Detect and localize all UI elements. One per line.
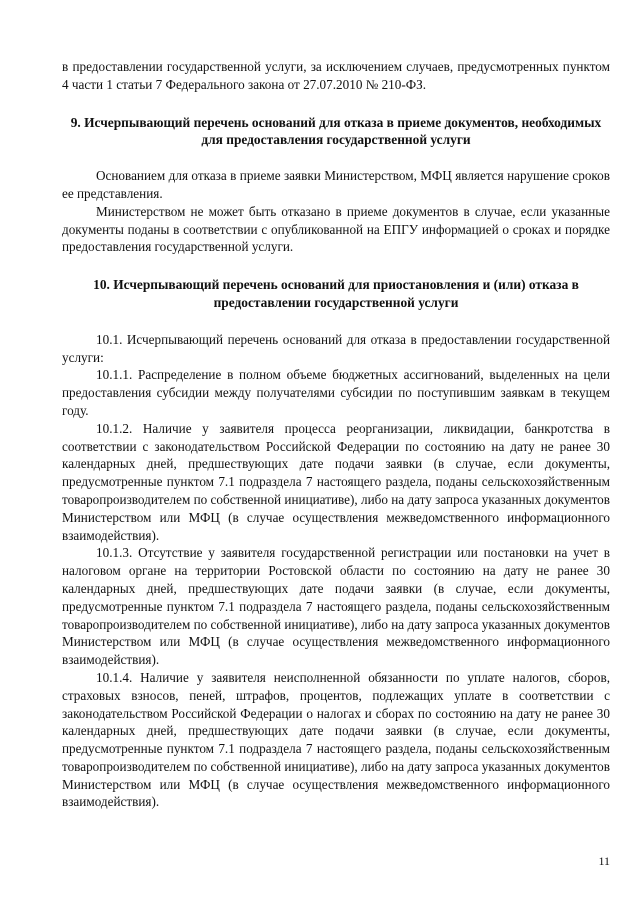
clause-10-1-4: 10.1.4. Наличие у заявителя неисполненной обязанности по уплате налогов, сборов, страховых взносов, пеней, штрафов, процентов, подлежащих уплате в соответствии с законодательством Российской Федерации о налогах и сборах по состоянию на дату не ранее 30 календарных дней, предшествующих дате подачи заявки (в случае, если документы, предусмотренные пунктом 7.1 подраздела 7 настоящего раздела, поданы сельскохозяйственным товаропроизводителем по собственной инициативе), либо на дату запроса указанных документов Министерством или МФЦ (в случае осуществления межведомственного информационного взаимодействия). xyxy=(62,669,610,810)
document-page xyxy=(62,58,610,811)
clause-10-1-3: 10.1.3. Отсутствие у заявителя государственной регистрации или постановки на учет в налоговом органе на территории Ростовской области по состоянию на дату не ранее 30 календарных дней, предшествующих дате подачи заявки (в случае, если документы, предусмотренные пунктом 7.1 подраздела 7 настоящего раздела, поданы сельскохозяйственным товаропроизводителем по собственной инициативе), либо на дату запроса указанных документов Министерством или МФЦ (в случае осуществления межведомственного информационного взаимодействия). xyxy=(62,545,610,668)
clause-10-1: 10.1. Исчерпывающий перечень оснований для отказа в предоставлении государственной услуги: xyxy=(62,331,610,365)
clause-10-1-1: 10.1.1. Распределение в полном объеме бюджетных ассигнований, выделенных на цели предоставления субсидии между получателями субсидии по поступившим заявкам в текущем году. xyxy=(62,367,610,418)
section-10-heading: 10. Исчерпывающий перечень оснований для приостановления и (или) отказа в предоставлении государственной услуги xyxy=(93,277,579,310)
page-number: 11 xyxy=(598,854,610,868)
continuation-paragraph: в предоставлении государственной услуги, за исключением случаев, предусмотренных пунктом 4 части 1 статьи 7 Федерального закона от 27.07.2010 № 210-ФЗ. xyxy=(62,59,610,92)
clause-10-1-2: 10.1.2. Наличие у заявителя процесса реорганизации, ликвидации, банкротства в соответствии с законодательством Российской Федерации по состоянию на дату не ранее 30 календарных дней, предшествующих дате подачи заявки (в случае, если документы, предусмотренные пунктом 7.1 подраздела 7 настоящего раздела, поданы сельскохозяйственным товаропроизводителем по собственной инициативе), либо на дату запроса указанных документов Министерством или МФЦ (в случае осуществления межведомственного информационного взаимодействия). xyxy=(62,420,610,543)
section-9-paragraph-2: Министерством не может быть отказано в приеме документов в случае, если указанные документы поданы в соответствии с опубликованной на ЕПГУ информацией о сроках и порядке предоставления государственной услуги. xyxy=(62,203,610,255)
section-9-heading: 9. Исчерпывающий перечень оснований для отказа в приеме документов, необходимых для предоставления государственной услуги xyxy=(70,114,602,148)
section-9-paragraph-1: Основанием для отказа в приеме заявки Министерством, МФЦ является нарушение сроков ее представления. xyxy=(62,168,610,201)
